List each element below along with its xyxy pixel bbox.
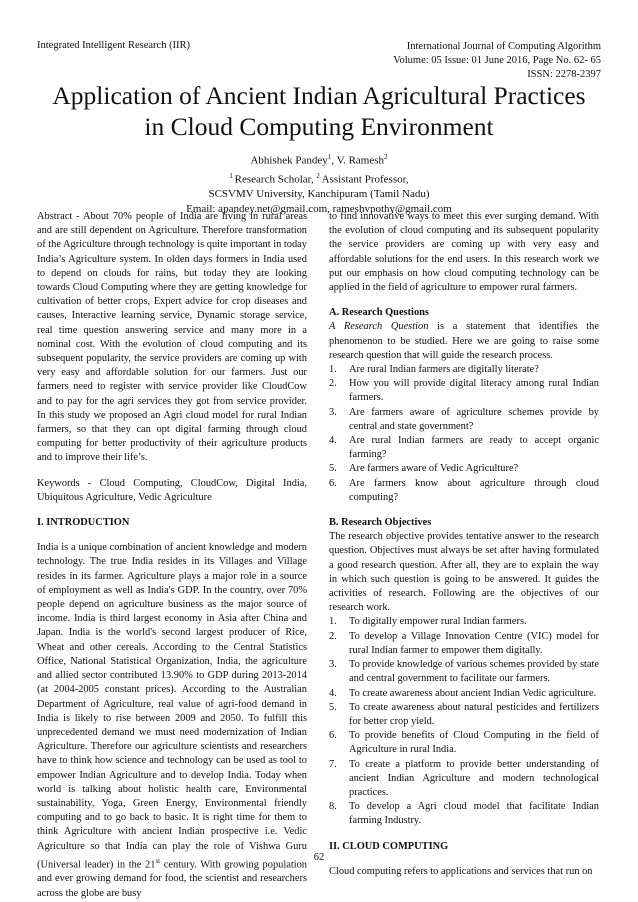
journal-info	[393, 40, 601, 82]
author-affiliation: $^1$ Research Scholar, $^2$ Assistant Professor,	[229, 171, 409, 186]
list-item: 6. To provide benefits of Cloud Computing in the field of Agriculture in rural India.	[329, 730, 599, 756]
list-item: 4. Are rural Indian farmers are ready to accept organic farming?	[329, 435, 599, 461]
list-item: 2. To develop a Village Innovation Centre (VIC) model for rural Indian farmer to empower them digitally.	[329, 630, 599, 656]
journal-issn: ISSN: 2278-2397	[527, 69, 601, 80]
university: SCSVMV University, Kanchipuram (Tamil Nadu)	[208, 188, 430, 201]
list-item: 1. Are rural Indian farmers are digitally literate?	[329, 364, 539, 376]
abstract: Abstract - About 70% people of India are living in rural areas and are still dependent on Agriculture. Therefore transformation of the Agriculture through technology is quite important in today India’s Agriculture system. In olden days formers in India used to depend on clouds for rains, but today they are looking towards Cloud Computing where they are getting knowledge for cultivation of better crops, Expert advice for crop diseases and causes, Interactive learning service, Dynamic storage service, real time question answering service and many more in a nominal cost. With the evolution of cloud computing and its subsequent popularity, the service providers are coming up with very easy and affordable solution for our farmers. Just our farmers need to register with service provider like CloudCow and to pay for the agri services they got from service provider. In this study we proposed an Agri cloud model for rural Indian farmers, so that they can opt digital farming through cloud computing for better productivity of their agriculture products and to improve their life’s.	[37, 211, 307, 464]
research-objectives-intro: The research objective provides tentative answer to the research question. Objectives must always be set after having formulated a good research question. After all, they are to explain the way in which such question is going to be answered. It guides the activities of research. Following are the objectives of our research work.	[329, 531, 599, 614]
author-block	[20, 150, 618, 217]
list-item: 6. Are farmers know about agriculture through cloud computing?	[329, 477, 599, 503]
list-item: 1. To digitally empower rural Indian farmers.	[329, 616, 527, 628]
left-column	[37, 210, 307, 901]
list-item: 3. To provide knowledge of various schemes provided by state and central government to facilitate our farmers.	[329, 659, 599, 685]
keywords: Keywords - Cloud Computing, CloudCow, Digital India, Ubiquitous Agriculture, Vedic Agriculture	[37, 477, 307, 503]
list-item: 8. To develop a Agri cloud model that facilitate Indian farming Industry.	[329, 801, 599, 827]
right-column	[329, 210, 599, 879]
research-questions-heading: A. Research Questions	[329, 307, 429, 319]
title-line-2: in Cloud Computing Environment	[144, 112, 494, 141]
research-objectives-heading: B. Research Objectives	[329, 517, 432, 529]
paper-title	[20, 80, 618, 142]
research-objectives-list	[329, 615, 599, 828]
introduction-text: India is a unique combination of ancient knowledge and modern technology. The true India resides in its Villages and Village resides in its farmer. Agriculture plays a major role in a source of employment as well as India's GDP. In the country, over 70% people depend on agriculture business as the major source of income. India is third largest economy in Asia after China and Japan. India is the world's second largest producer of Rice, Wheat and other cereals. According to the Central Statistics Office, National Statistical Organization, India, the agriculture and allied sector contributed 13.90% to GDP during 2013-2014 (at 2004-2005 constant prices). According to the Australian Department of Agriculture, real value of agri-food demand in India is likely to rise between 2009 and 2050. To fulfill this unprecedented demand we must need modernization of Indian Agriculture. Therefore our agriculture scientists and researchers have to think how science and technology can be used as tool to empower Indian Agriculture and to develop India. Today when world is talking about holistic health care, Environmental sustainability, Yoga, Green Energy, Environmental friendly computing and to go back to basic. It is right time for them to think Agriculture with ancient Indian prospective i.e. Vedic Agriculture so that India can play the role of Vishwa Guru (Universal leader) in the 21st century. With growing population and ever growing demand for food, the scientist and researchers across the globe are busy	[37, 542, 307, 899]
cloud-computing-text: Cloud computing refers to applications and services that run on	[329, 865, 593, 877]
page-number: 62	[313, 852, 325, 863]
research-questions-intro: A Research Question is a statement that identifies the phenomenon to be studied. Here we are going to raise some research question that will guide the research process.	[329, 321, 599, 361]
journal-name: International Journal of Computing Algorithm	[406, 41, 601, 52]
journal-volume: Volume: 05 Issue: 01 June 2016, Page No. 62- 65	[393, 55, 601, 66]
list-item: 7. To create a platform to provide better understanding of ancient Indian Agriculture and modern technological practices.	[329, 758, 599, 798]
author-names: Abhishek Pandey$^1$, V. Ramesh$^2$	[250, 153, 388, 167]
list-item: 5. To create awareness about natural pesticides and fertilizers for better crop yield.	[329, 701, 599, 727]
section-cloud-computing-heading: II. CLOUD COMPUTING	[329, 840, 449, 852]
list-item: 3. Are farmers aware of agriculture schemes provide by central and state government?	[329, 406, 599, 432]
list-item: 4. To create awareness about ancient Indian Vedic agriculture.	[329, 687, 597, 699]
list-item: 2. How you will provide digital literacy among rural Indian farmers.	[329, 378, 599, 404]
research-questions-list	[329, 363, 599, 505]
author-email: Email: apandey.net@gmail.com, rameshvpothy@gmail.com	[186, 203, 452, 216]
list-item: 5. Are farmers aware of Vedic Agriculture?	[329, 463, 519, 475]
introduction-continued: to find innovative ways to meet this ever surging demand. With the evolution of cloud computing and its subsequent popularity the service providers are coming up with very easy and affordable solutions for the end users. In this research work we put our emphasis on how cloud computing technology can be applied in the field of agriculture to empower rural farmers.	[329, 211, 599, 294]
title-line-1: Application of Ancient Indian Agricultural Practices	[52, 81, 586, 110]
section-introduction-heading: I. INTRODUCTION	[37, 517, 130, 529]
journal-publisher: Integrated Intelligent Research (IIR)	[37, 40, 191, 51]
